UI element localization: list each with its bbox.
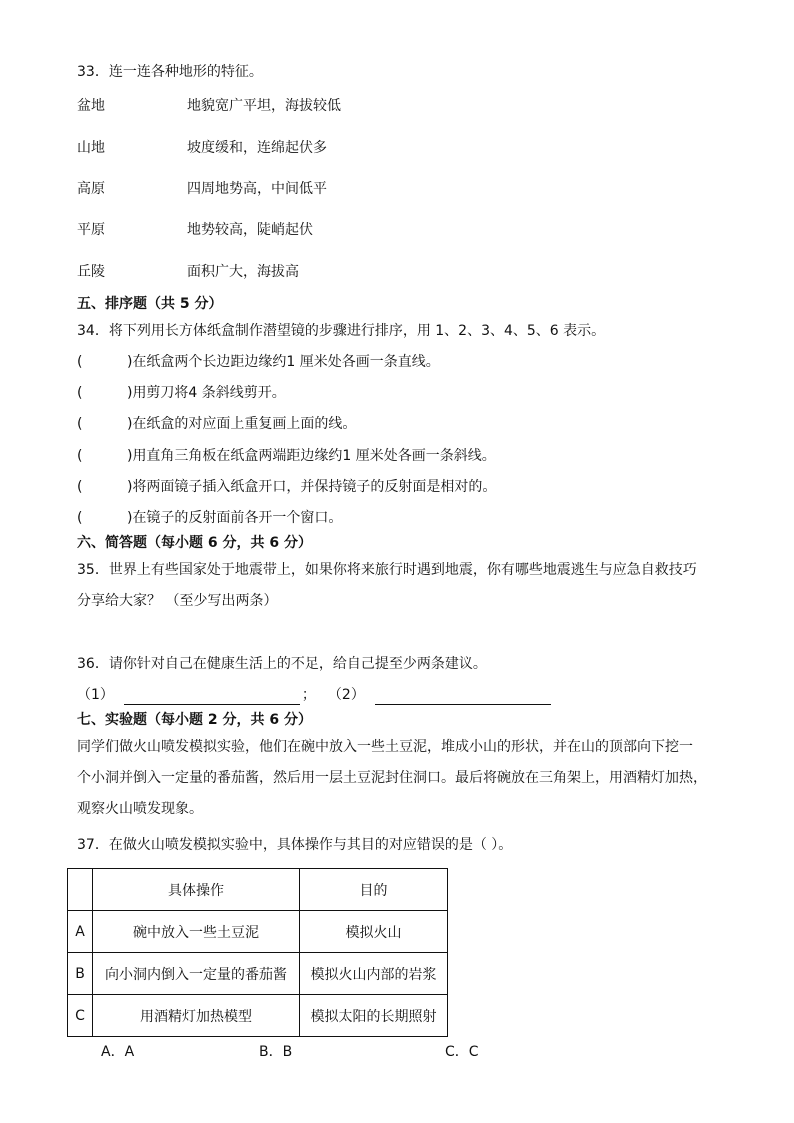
landform-term: 高原	[77, 181, 105, 197]
q34-title: 34．将下列用长方体纸盒制作潜望镜的步骤进行排序，用 1、2、3、4、5、6 表示。	[77, 323, 606, 339]
table-row	[68, 953, 448, 995]
landform-feature: 地貌宽广平坦，海拔较低	[187, 98, 341, 114]
sequence-step	[77, 383, 286, 403]
answer-blank-2[interactable]	[375, 690, 551, 705]
answer-bracket[interactable]: ( )	[77, 479, 133, 495]
matching-row	[77, 220, 313, 240]
q33-title: 33．连一连各种地形的特征。	[77, 64, 263, 80]
table-cell: 向小洞内倒入一定量的番茄酱	[93, 953, 300, 995]
sequence-step	[77, 477, 496, 497]
answer-blank-1[interactable]	[124, 690, 300, 705]
experiment-intro-line: 个小洞并倒入一定量的番茄酱，然后用一层土豆泥封住洞口。最后将碗放在三角架上，用酒精灯加热，	[77, 770, 707, 786]
answer-bracket[interactable]: ( )	[77, 416, 133, 432]
choice-b[interactable]: B．B	[259, 1044, 293, 1060]
answer-label-2: （2）	[327, 687, 365, 703]
landform-feature: 坡度缓和，连绵起伏多	[187, 140, 327, 156]
table-header-cell: 具体操作	[93, 869, 300, 911]
table-row	[68, 911, 448, 953]
table-row	[68, 995, 448, 1037]
step-text: 在纸盒两个长边距边缘约1 厘米处各画一条直线。	[132, 354, 440, 370]
experiment-intro-line: 观察火山喷发现象。	[77, 801, 203, 817]
table-cell: 用酒精灯加热模型	[93, 995, 300, 1037]
table-header-cell	[68, 869, 93, 911]
landform-term: 盆地	[77, 98, 105, 114]
sequence-step	[77, 414, 356, 434]
q36-title: 36．请你针对自己在健康生活上的不足，给自己提至少两条建议。	[77, 656, 487, 672]
matching-row	[77, 96, 341, 116]
answer-bracket[interactable]: ( )	[77, 510, 133, 526]
step-text: 用剪刀将4 条斜线剪开。	[132, 385, 286, 401]
answer-bracket[interactable]: ( )	[77, 448, 133, 464]
step-text: 在镜子的反射面前各开一个窗口。	[132, 510, 343, 526]
landform-term: 平原	[77, 222, 105, 238]
sequence-step	[77, 446, 496, 466]
q36-answer-line	[77, 685, 551, 705]
landform-term: 丘陵	[77, 264, 105, 280]
answer-bracket[interactable]: ( )	[77, 354, 133, 370]
table-cell: B	[68, 953, 93, 995]
table-cell: A	[68, 911, 93, 953]
section-5-heading: 五、排序题（共 5 分）	[77, 296, 223, 312]
step-text: 用直角三角板在纸盒两端距边缘约1 厘米处各画一条斜线。	[132, 448, 496, 464]
q37-title: 37．在做火山喷发模拟实验中，具体操作与其目的对应错误的是（ ）。	[77, 837, 513, 853]
step-text: 将两面镜子插入纸盒开口，并保持镜子的反射面是相对的。	[132, 479, 497, 495]
choice-c[interactable]: C．C	[445, 1044, 479, 1060]
sequence-step	[77, 508, 342, 528]
table-cell: 模拟火山内部的岩浆	[300, 953, 448, 995]
q35-line-2: 分享给大家？ （至少写出两条）	[77, 593, 278, 609]
operations-table	[67, 868, 448, 1037]
answer-bracket[interactable]: ( )	[77, 385, 133, 401]
landform-feature: 面积广大，海拔高	[187, 264, 299, 280]
table-cell: 碗中放入一些土豆泥	[93, 911, 300, 953]
landform-feature: 四周地势高，中间低平	[187, 181, 327, 197]
answer-separator: ；	[301, 687, 316, 703]
sequence-step	[77, 352, 440, 372]
table-cell: 模拟火山	[300, 911, 448, 953]
section-7-heading: 七、实验题（每小题 2 分，共 6 分）	[77, 712, 312, 728]
experiment-intro-line: 同学们做火山喷发模拟实验，他们在碗中放入一些土豆泥，堆成小山的形状，并在山的顶部向下挖一	[77, 739, 693, 755]
matching-row	[77, 138, 327, 158]
table-header-row	[68, 869, 448, 911]
q35-line-1: 35．世界上有些国家处于地震带上，如果你将来旅行时遇到地震，你有哪些地震逃生与应急自救技巧	[77, 562, 697, 578]
matching-row	[77, 262, 299, 282]
landform-feature: 地势较高，陡峭起伏	[187, 222, 313, 238]
table-cell: 模拟太阳的长期照射	[300, 995, 448, 1037]
choice-a[interactable]: A．A	[101, 1044, 135, 1060]
section-6-heading: 六、简答题（每小题 6 分，共 6 分）	[77, 535, 312, 551]
answer-label-1: （1）	[77, 687, 114, 703]
landform-term: 山地	[77, 140, 105, 156]
matching-row	[77, 179, 327, 199]
step-text: 在纸盒的对应面上重复画上面的线。	[132, 416, 357, 432]
table-cell: C	[68, 995, 93, 1037]
table-header-cell: 目的	[300, 869, 448, 911]
